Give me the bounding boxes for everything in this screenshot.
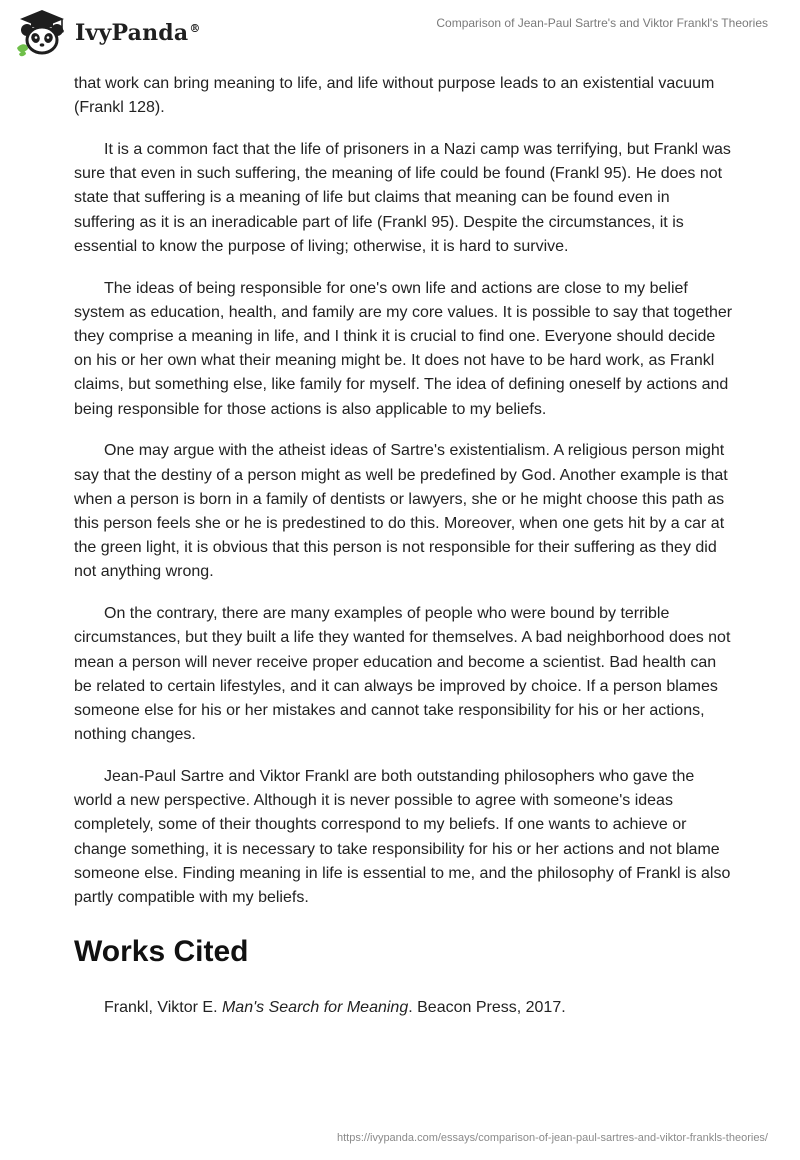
brand-label: IvyPanda (75, 20, 189, 46)
paragraph: that work can bring meaning to life, and life without purpose leads to an existential vacuum (Frankl 128). (74, 75, 715, 117)
citation-publisher: . Beacon Press, 2017. (408, 999, 566, 1017)
brand-name (75, 20, 201, 46)
works-cited-heading: Works Cited (74, 935, 249, 969)
citation-entry (74, 996, 734, 1020)
paragraph: The ideas of being responsible for one's own life and actions are close to my belief system as education, health, and family are my core values. It is possible to say that together they comprise a meaning in life, and I think it is crucial to find one. Everyone should decide on his or her own what their meaning might be. It does not have to be hard work, as Frankl claims, but something else, like family for myself. The idea of defining oneself by actions and being responsible for those actions is also applicable to my beliefs. (74, 279, 733, 418)
source-url[interactable]: https://ivypanda.com/essays/comparison-of-jean-paul-sartres-and-viktor-frankls-theories/ (336, 1132, 768, 1144)
panda-graduate-icon (13, 8, 71, 58)
registered-mark: ® (189, 21, 201, 35)
citation-author: Frankl, Viktor E. (104, 999, 222, 1017)
page-header (0, 0, 800, 64)
paragraph: It is a common fact that the life of prisoners in a Nazi camp was terrifying, but Frankl was sure that even in such suffering, the meaning of life could be found (Frankl 95). He does not state that suffering is a meaning of life but claims that meaning can be found even in suffering as it is an ineradicable part of life (Frankl 95). Despite the circumstances, it is essential to know the purpose of living; otherwise, it is hard to survive. (74, 141, 731, 255)
paragraph: On the contrary, there are many examples of people who were bound by terrible circumstances, but they built a life they wanted for themselves. A bad neighborhood does not mean a person will never receive proper education and become a scientist. Bad health can be related to certain lifestyles, and it can always be improved by choice. If a person blames someone else for his or her mistakes and cannot take responsibility for his or her actions, nothing changes. (74, 605, 731, 744)
document-title: Comparison of Jean-Paul Sartre's and Viktor Frankl's Theories (436, 16, 768, 30)
paragraph: One may argue with the atheist ideas of Sartre's existentialism. A religious person might say that the destiny of a person might as well be predefined by God. Another example is that when a person is born in a family of dentists or lawyers, she or he might choose this path as this person feels she or he is predestined to do this. Moreover, when one gets hit by a car at the green light, it is obvious that this person is not responsible for their suffering as they did not anything wrong. (74, 442, 728, 581)
paragraph: Jean-Paul Sartre and Viktor Frankl are both outstanding philosophers who gave the world a new perspective. Although it is never possible to agree with someone's ideas completely, some of their thoughts correspond to my beliefs. If one wants to achieve or change something, it is necessary to take responsibility for his or her actions and not blame someone else. Finding meaning in life is essential to me, and the philosophy of Frankl is also partly compatible with my beliefs. (74, 768, 731, 907)
citation-title: Man's Search for Meaning (221, 999, 409, 1017)
essay-body (74, 72, 734, 1020)
ivypanda-logo[interactable] (13, 8, 201, 58)
